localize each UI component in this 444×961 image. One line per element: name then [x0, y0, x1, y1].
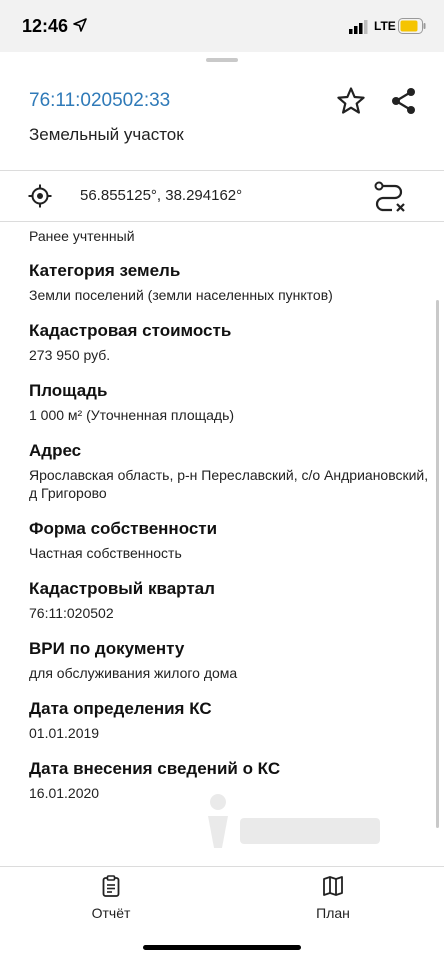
detail-value: для обслуживания жилого дома	[29, 665, 238, 681]
detail-label: Кадастровая стоимость	[29, 321, 232, 340]
detail-value: Ярославская область, р-н Переславский, с/о Андриановский, д Григорово	[29, 467, 429, 501]
clipboard-icon	[100, 875, 122, 897]
detail-value: 01.01.2019	[29, 725, 100, 741]
detail-cadastral-value	[29, 321, 429, 364]
detail-value[interactable]: 76:11:020502	[29, 605, 114, 621]
detail-label: Дата определения КС	[29, 699, 212, 718]
nav-report-button[interactable]	[61, 875, 161, 921]
route-cancel-icon[interactable]	[372, 180, 406, 214]
coordinates-text: 56.855125°, 38.294162°	[80, 187, 243, 204]
status-time: 12:46	[22, 16, 69, 36]
detail-label: Форма собственности	[29, 519, 218, 538]
watermark-logo	[200, 788, 390, 858]
cadastral-number[interactable]: 76:11:020502:33	[29, 90, 171, 111]
home-indicator[interactable]	[143, 945, 301, 950]
scrollbar[interactable]	[436, 300, 439, 828]
details-list	[29, 228, 429, 819]
detail-value: Земли поселений (земли населенных пунктов)	[29, 287, 333, 303]
parcel-type: Земельный участок	[29, 125, 184, 144]
sheet-drag-handle[interactable]	[206, 58, 238, 62]
coordinates-row[interactable]	[0, 170, 444, 220]
detail-label: Площадь	[29, 381, 108, 400]
nav-plan-button[interactable]	[283, 875, 383, 921]
network-type: LTE	[374, 19, 396, 33]
detail-valuation-date	[29, 699, 429, 742]
detail-permitted-use	[29, 639, 429, 682]
map-icon	[322, 875, 344, 897]
target-icon	[28, 184, 52, 208]
battery-icon	[398, 18, 426, 34]
detail-land-category	[29, 261, 429, 304]
nav-plan-label: План	[316, 905, 350, 921]
detail-value: Частная собственность	[29, 545, 182, 561]
registration-status: Ранее учтенный	[29, 228, 135, 244]
location-arrow-icon	[73, 18, 87, 32]
detail-value: 273 950 руб.	[29, 347, 111, 363]
detail-cadastral-quarter	[29, 579, 429, 622]
nav-report-label: Отчёт	[91, 905, 131, 921]
detail-label: Категория земель	[29, 261, 181, 280]
star-icon[interactable]	[336, 86, 366, 116]
detail-label: ВРИ по документу	[29, 639, 185, 658]
detail-address	[29, 441, 429, 502]
detail-value: 1 000 м² (Уточненная площадь)	[29, 407, 235, 423]
signal-icon	[349, 20, 371, 34]
detail-label: Дата внесения сведений о КС	[29, 759, 281, 778]
divider	[0, 221, 444, 222]
detail-label: Кадастровый квартал	[29, 579, 215, 598]
share-icon[interactable]	[390, 87, 418, 115]
status-bar	[0, 0, 444, 52]
detail-value: 16.01.2020	[29, 785, 100, 801]
detail-ownership	[29, 519, 429, 562]
detail-area	[29, 381, 429, 424]
detail-label: Адрес	[29, 441, 82, 460]
